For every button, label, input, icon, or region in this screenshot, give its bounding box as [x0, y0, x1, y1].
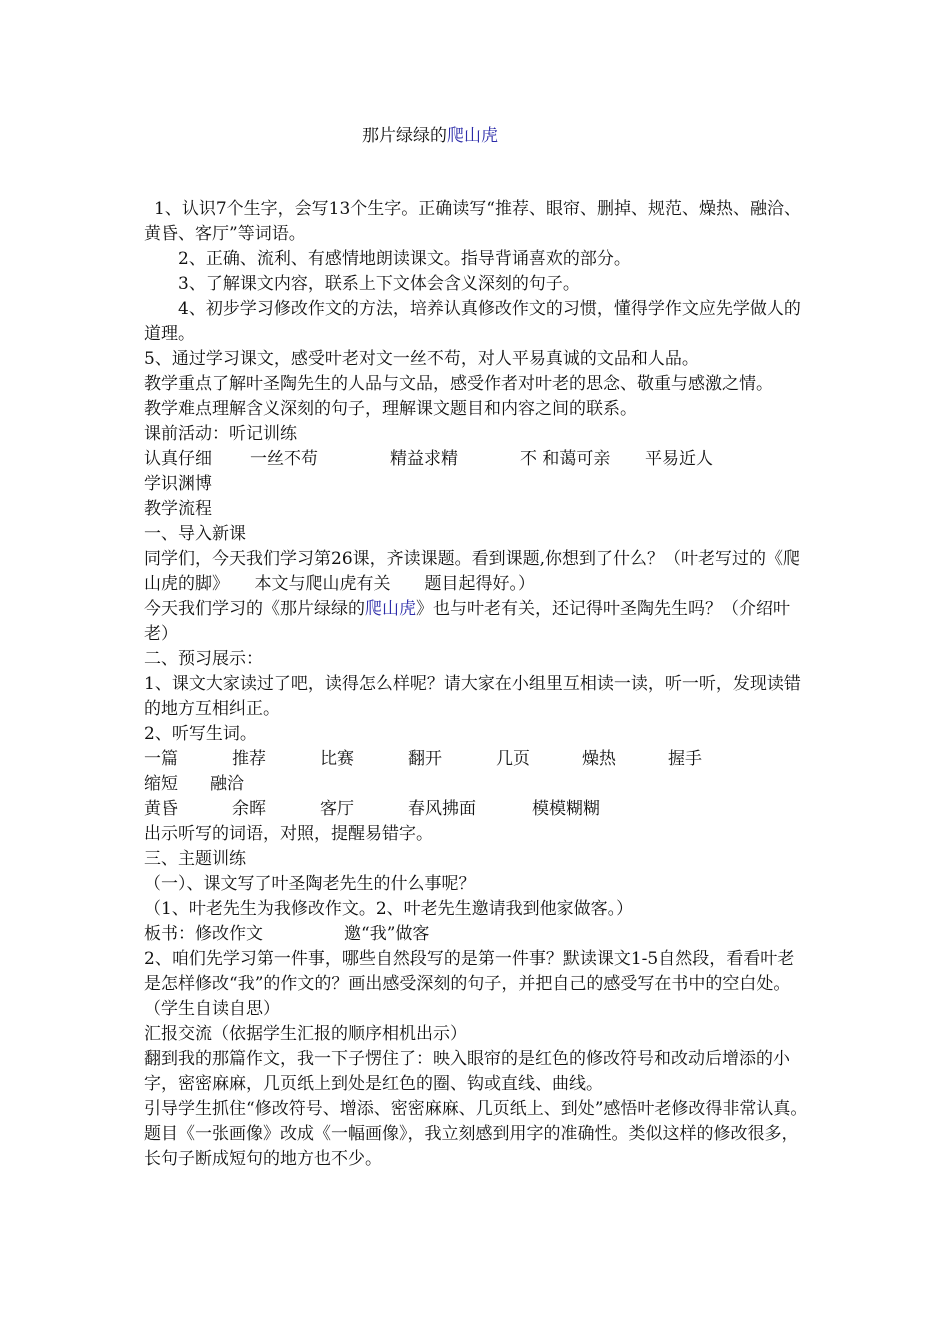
dictation-word: 翻开	[408, 749, 442, 769]
section-3-paragraph-6: 题目《一张画像》改成《一幅画像》，我立刻感到用字的准确性。类似这样的修改很多，长句子断成短句的地方也不少。	[144, 1124, 799, 1169]
dictation-word: 融洽	[210, 774, 244, 794]
objective-1: 1、认识7个生字，会写13个生字。正确读写“推荐、眼帘、删掉、规范、燥热、融洽、黄昏、客厅”等词语。	[144, 199, 801, 244]
pre-word: 学识渊博	[144, 474, 212, 494]
section-1-p2-prefix: 今天我们学习的《那片绿绿的	[144, 599, 365, 619]
document-title	[0, 124, 860, 148]
dictation-word: 推荐	[232, 749, 266, 769]
section-3-paragraph-5: 引导学生抓住“修改符号、增添、密密麻麻、几页纸上、到处”感悟叶老修改得非常认真。	[144, 1099, 808, 1119]
dictation-word: 握手	[668, 749, 702, 769]
pre-word: 不 和蔼可亲	[520, 449, 611, 469]
section-1-heading: 一、导入新课	[144, 524, 246, 544]
dictation-word: 模模糊糊	[532, 799, 600, 819]
pre-activity: 课前活动：听记训练	[144, 424, 297, 444]
section-3-paragraph-3: 汇报交流（依据学生汇报的顺序相机出示）	[144, 1024, 467, 1044]
document-body	[144, 197, 810, 1172]
section-2-paragraph-2: 2、听写生词。	[144, 724, 257, 744]
pre-word: 认真仔细	[144, 449, 212, 469]
dictation-word: 比赛	[320, 749, 354, 769]
section-3-question-1: （一）、课文写了叶圣陶老先生的什么事呢？	[144, 874, 476, 894]
section-2-heading: 二、预习展示：	[144, 649, 263, 669]
pre-word: 精益求精	[390, 449, 458, 469]
section-1-p2-link[interactable]: 爬山虎	[365, 599, 416, 619]
dictation-word: 燥热	[582, 749, 616, 769]
dictation-word: 几页	[496, 749, 530, 769]
section-2-paragraph-1: 1、课文大家读过了吧，读得怎么样呢？请大家在小组里互相读一读，听一听，发现读错的地方互相纠正。	[144, 674, 801, 719]
title-text: 那片绿绿的	[362, 126, 447, 146]
section-1-paragraph-2	[144, 597, 810, 647]
pre-words-row	[144, 447, 810, 497]
difficulty: 教学难点理解含义深刻的句子，理解课文题目和内容之间的联系。	[144, 399, 637, 419]
dictation-word: 春风拂面	[408, 799, 476, 819]
section-1-paragraph-1: 同学们，今天我们学习第26课，齐读课题。看到课题,你想到了什么？（叶老写过的《爬山虎的脚》 本文与爬山虎有关 题目起得好。）	[144, 549, 801, 594]
board-label: 板书：修改作文	[144, 924, 263, 944]
title-link[interactable]: 爬山虎	[447, 126, 498, 146]
section-1-p2-suffix: 》也与叶老有关，还记得叶圣陶先生吗？（介绍叶老）	[144, 599, 790, 644]
dictation-row-1	[144, 747, 810, 797]
dictation-row-2	[144, 797, 810, 822]
dictation-word: 余晖	[232, 799, 266, 819]
section-3-heading: 三、主题训练	[144, 849, 246, 869]
section-2-paragraph-3: 出示听写的词语，对照，提醒易错字。	[144, 824, 433, 844]
board-row	[144, 922, 810, 947]
flow-heading: 教学流程	[144, 499, 212, 519]
dictation-word: 客厅	[320, 799, 354, 819]
section-3-answer-1: （1、叶老先生为我修改作文。2、叶老先生邀请我到他家做客。）	[144, 899, 634, 919]
dictation-word: 缩短	[144, 774, 178, 794]
objective-2: 2、正确、流利、有感情地朗读课文。指导背诵喜欢的部分。	[178, 249, 631, 269]
objective-4: 4、初步学习修改作文的方法，培养认真修改作文的习惯，懂得学作文应先学做人的道理。	[144, 299, 801, 344]
pre-word: 一丝不苟	[250, 449, 318, 469]
section-3-paragraph-4: 翻到我的那篇作文，我一下子愣住了：映入眼帘的是红色的修改符号和改动后增添的小字，密密麻麻，几页纸上到处是红色的圈、钩或直线、曲线。	[144, 1049, 790, 1094]
key-point: 教学重点了解叶圣陶先生的人品与文品，感受作者对叶老的思念、敬重与感激之情。	[144, 374, 773, 394]
objective-3: 3、了解课文内容，联系上下文体会含义深刻的句子。	[178, 274, 580, 294]
section-3-paragraph-2: 2、咱们先学习第一件事，哪些自然段写的是第一件事？默读课文1-5自然段，看看叶老是怎样修改“我”的作文的？画出感受深刻的句子，并把自己的感受写在书中的空白处。（学生自读自思）	[144, 949, 795, 1019]
objective-5: 5、通过学习课文，感受叶老对文一丝不苟，对人平易真诚的文品和人品。	[144, 349, 699, 369]
board-item: 邀“我”做客	[344, 924, 430, 944]
dictation-word: 一篇	[144, 749, 178, 769]
dictation-word: 黄昏	[144, 799, 178, 819]
pre-word: 平易近人	[645, 449, 713, 469]
